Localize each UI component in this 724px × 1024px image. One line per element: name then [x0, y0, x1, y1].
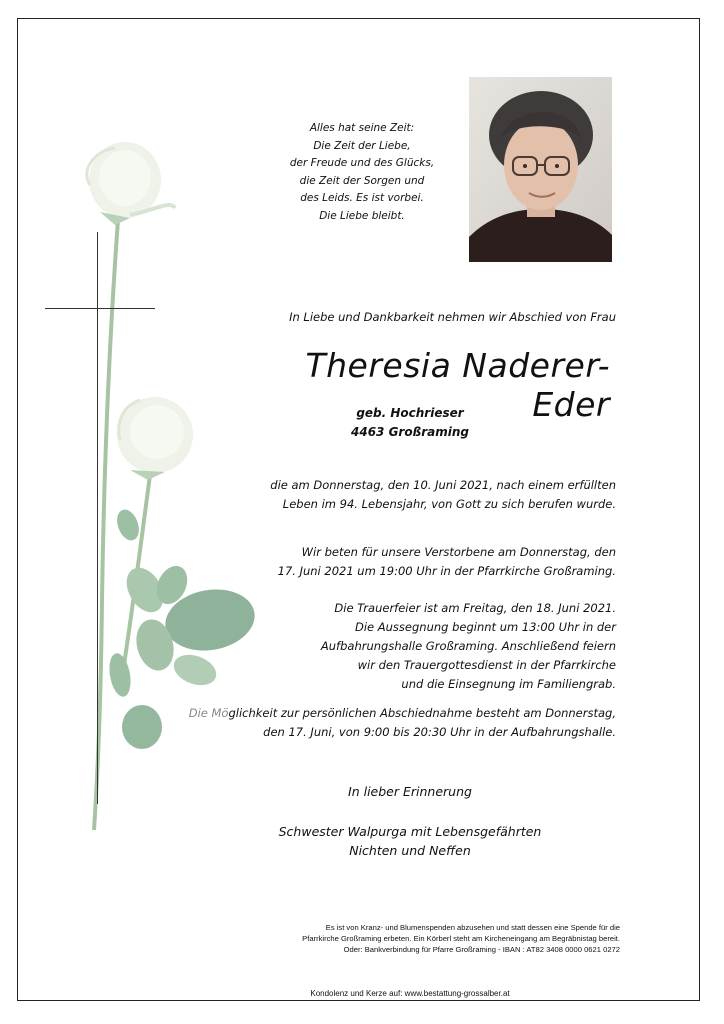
mourning-family: [270, 822, 550, 860]
text-line: Die Trauerfeier ist am Freitag, den 18. Juni 2021.: [334, 601, 616, 615]
donation-footer: [190, 922, 620, 955]
farewell-notice: [189, 704, 616, 742]
condolence-link: Kondolenz und Kerze auf: www.bestattung-grossalber.at: [310, 989, 510, 998]
prayer-notice: [278, 543, 616, 581]
poem-line: die Zeit der Sorgen und: [299, 174, 425, 187]
family-line: Schwester Walpurga mit Lebensgefährten: [278, 824, 542, 839]
cross-vertical-line: [97, 232, 98, 804]
deceased-name: Theresia Naderer-Eder: [305, 346, 610, 424]
poem: [262, 120, 462, 225]
funeral-notice: [321, 599, 616, 694]
text-line: [189, 704, 616, 723]
text-segment: glichkeit zur persönlichen Abschiednahme besteht am Donnerstag,: [228, 706, 616, 720]
birth-name-and-place: [300, 404, 520, 442]
text-line: Die Aussegnung beginnt um 13:00 Uhr in der: [354, 620, 616, 634]
poem-line: Die Liebe bleibt.: [319, 209, 405, 222]
poem-line: des Leids. Es ist vorbei.: [300, 192, 424, 204]
text-line: die am Donnerstag, den 10. Juni 2021, nach einem erfüllten: [270, 478, 616, 492]
text-line: und die Einsegnung im Familiengrab.: [401, 677, 616, 691]
faint-text: Die Mö: [188, 706, 229, 720]
text-line: Wir beten für unsere Verstorbene am Donnerstag, den: [301, 545, 616, 559]
text-line: den 17. Juni, von 9:00 bis 20:30 Uhr in der Aufbahrungshalle.: [263, 725, 616, 739]
text-line: Aufbahrungshalle Großraming. Anschließend feiern: [320, 639, 616, 653]
residence: 4463 Großraming: [351, 425, 469, 439]
footer-line: Es ist von Kranz- und Blumenspenden abzusehen und statt dessen eine Spende für die: [325, 923, 620, 932]
text-line: Leben im 94. Lebensjahr, von Gott zu sich berufen wurde.: [282, 497, 616, 511]
death-notice: [270, 476, 616, 514]
portrait-photo: [469, 77, 612, 262]
rose-bloom-top: [87, 142, 175, 225]
text-line: wir den Trauergottesdienst in der Pfarrkirche: [357, 658, 616, 672]
remembrance-heading: In lieber Erinnerung: [348, 784, 472, 799]
poem-line: Alles hat seine Zeit:: [309, 122, 415, 134]
intro-text: In Liebe und Dankbarkeit nehmen wir Abschied von Frau: [289, 310, 616, 324]
rose-bloom-bottom: [117, 397, 193, 480]
cross-horizontal-line: [45, 308, 155, 309]
footer-line: Pfarrkirche Großraming erbeten. Ein Körberl steht am Kircheneingang am Begräbnistag bereit.: [302, 934, 620, 943]
poem-line: Die Zeit der Liebe,: [313, 139, 411, 152]
text-line: 17. Juni 2021 um 19:00 Uhr in der Pfarrkirche Großraming.: [277, 564, 616, 578]
poem-line: der Freude und des Glücks,: [289, 157, 435, 169]
family-line: Nichten und Neffen: [349, 843, 471, 858]
born-name: geb. Hochrieser: [356, 406, 464, 420]
footer-line: Oder: Bankverbindung für Pfarre Großraming - IBAN : AT82 3408 0000 0621 0272: [343, 945, 620, 954]
